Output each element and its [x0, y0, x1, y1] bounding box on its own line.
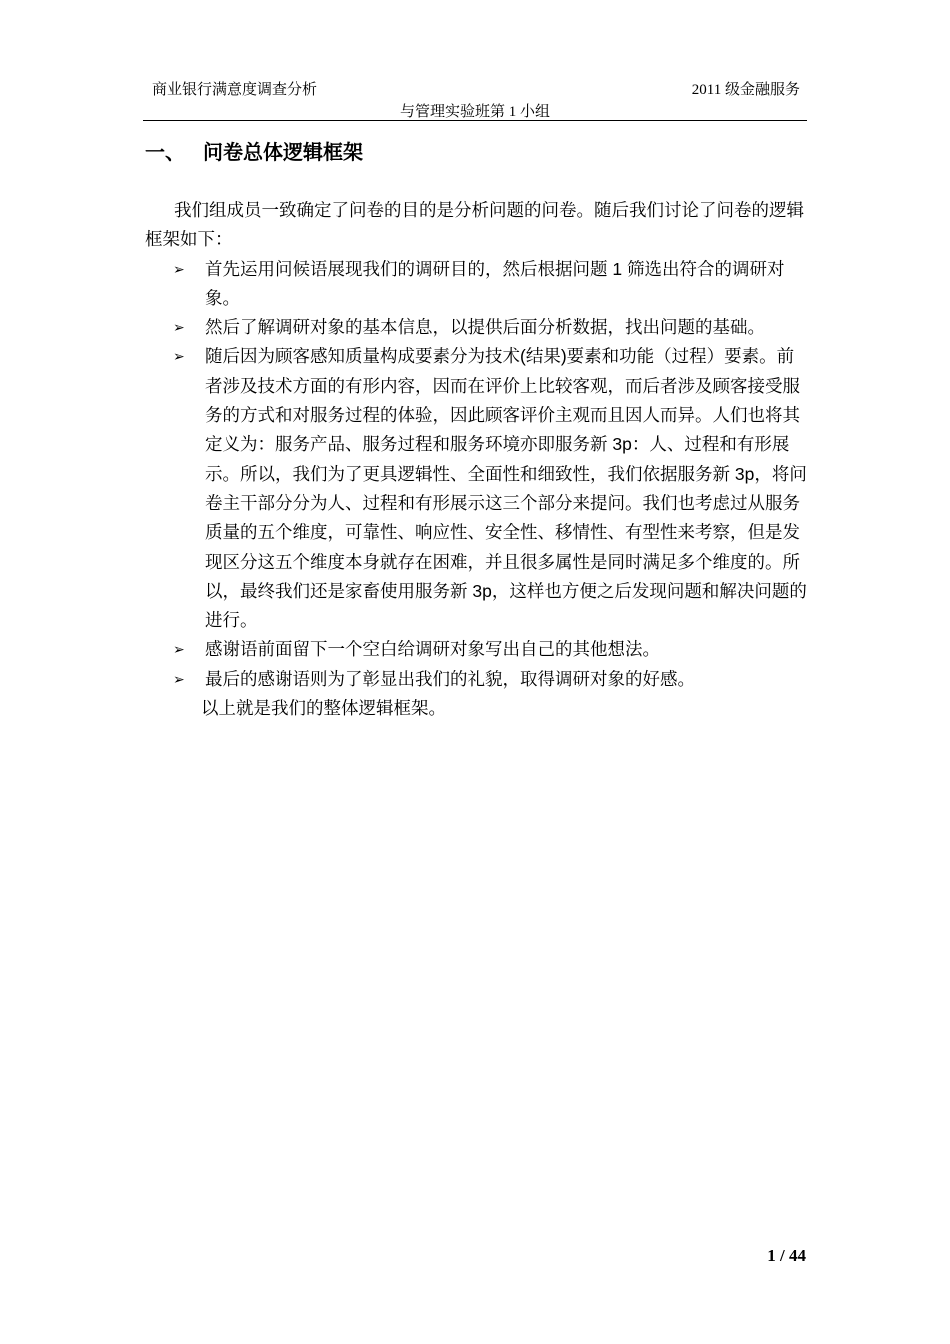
header-right-text: 2011 级金融服务	[691, 82, 800, 98]
list-item-text: 最后的感谢语则为了彰显出我们的礼貌，取得调研对象的好感。	[205, 668, 695, 689]
list-item-text: 首先运用问候语展现我们的调研目的，然后根据问题 1 筛选出符合的调研对象。	[205, 258, 785, 308]
bullet-list	[145, 255, 807, 694]
section-title: 问卷总体逻辑框架	[203, 142, 363, 164]
closing-paragraph: 以上就是我们的整体逻辑框架。	[201, 698, 446, 719]
arrow-bullet-icon: ➢	[173, 319, 185, 336]
document-body	[145, 196, 807, 723]
header-left-text: 商业银行满意度调查分析	[152, 82, 318, 98]
intro-paragraph: 我们组成员一致确定了问卷的目的是分析问题的问卷。随后我们讨论了问卷的逻辑框架如下：	[145, 200, 804, 250]
list-item	[145, 255, 807, 314]
list-item-text: 然后了解调研对象的基本信息，以提供后面分析数据，找出问题的基础。	[205, 317, 765, 338]
header-divider	[143, 120, 807, 121]
arrow-bullet-icon: ➢	[173, 260, 185, 277]
list-item-text: 感谢语前面留下一个空白给调研对象写出自己的其他想法。	[205, 639, 660, 660]
section-heading	[145, 136, 363, 165]
list-item	[145, 342, 807, 635]
arrow-bullet-icon: ➢	[173, 670, 185, 687]
section-number: 一、	[145, 142, 185, 164]
list-item	[145, 313, 807, 342]
page-number: 1 / 44	[767, 1246, 806, 1265]
arrow-bullet-icon: ➢	[173, 348, 185, 365]
list-item-text: 随后因为顾客感知质量构成要素分为技术(结果)要素和功能（过程）要素。前者涉及技术方面的有形内容，因而在评价上比较客观，而后者涉及顾客接受服务的方式和对服务过程的体验，因此顾客评价主观而且因人而异。人们也将其定义为：服务产品、服务过程和服务环境亦即服务新 3p：人、过程和有形展示。所以，我们为了更具逻辑性、全面性和细致性，我们依据服务新 3p，将问卷主干部分分为人、过程和有形展示这三个部分来提问。我们也考虑过从服务质量的五个维度，可靠性、响应性、安全性、移情性、有型性来考察，但是发现区分这五个维度本身就存在困难，并且很多属性是同时满足多个维度的。所以，最终我们还是家畜使用服务新 3p，这样也方便之后发现问题和解决问题的进行。	[205, 346, 807, 631]
arrow-bullet-icon: ➢	[173, 641, 185, 658]
list-item	[145, 665, 807, 694]
header-center-text: 与管理实验班第 1 小组	[399, 104, 550, 120]
list-item	[145, 635, 807, 664]
